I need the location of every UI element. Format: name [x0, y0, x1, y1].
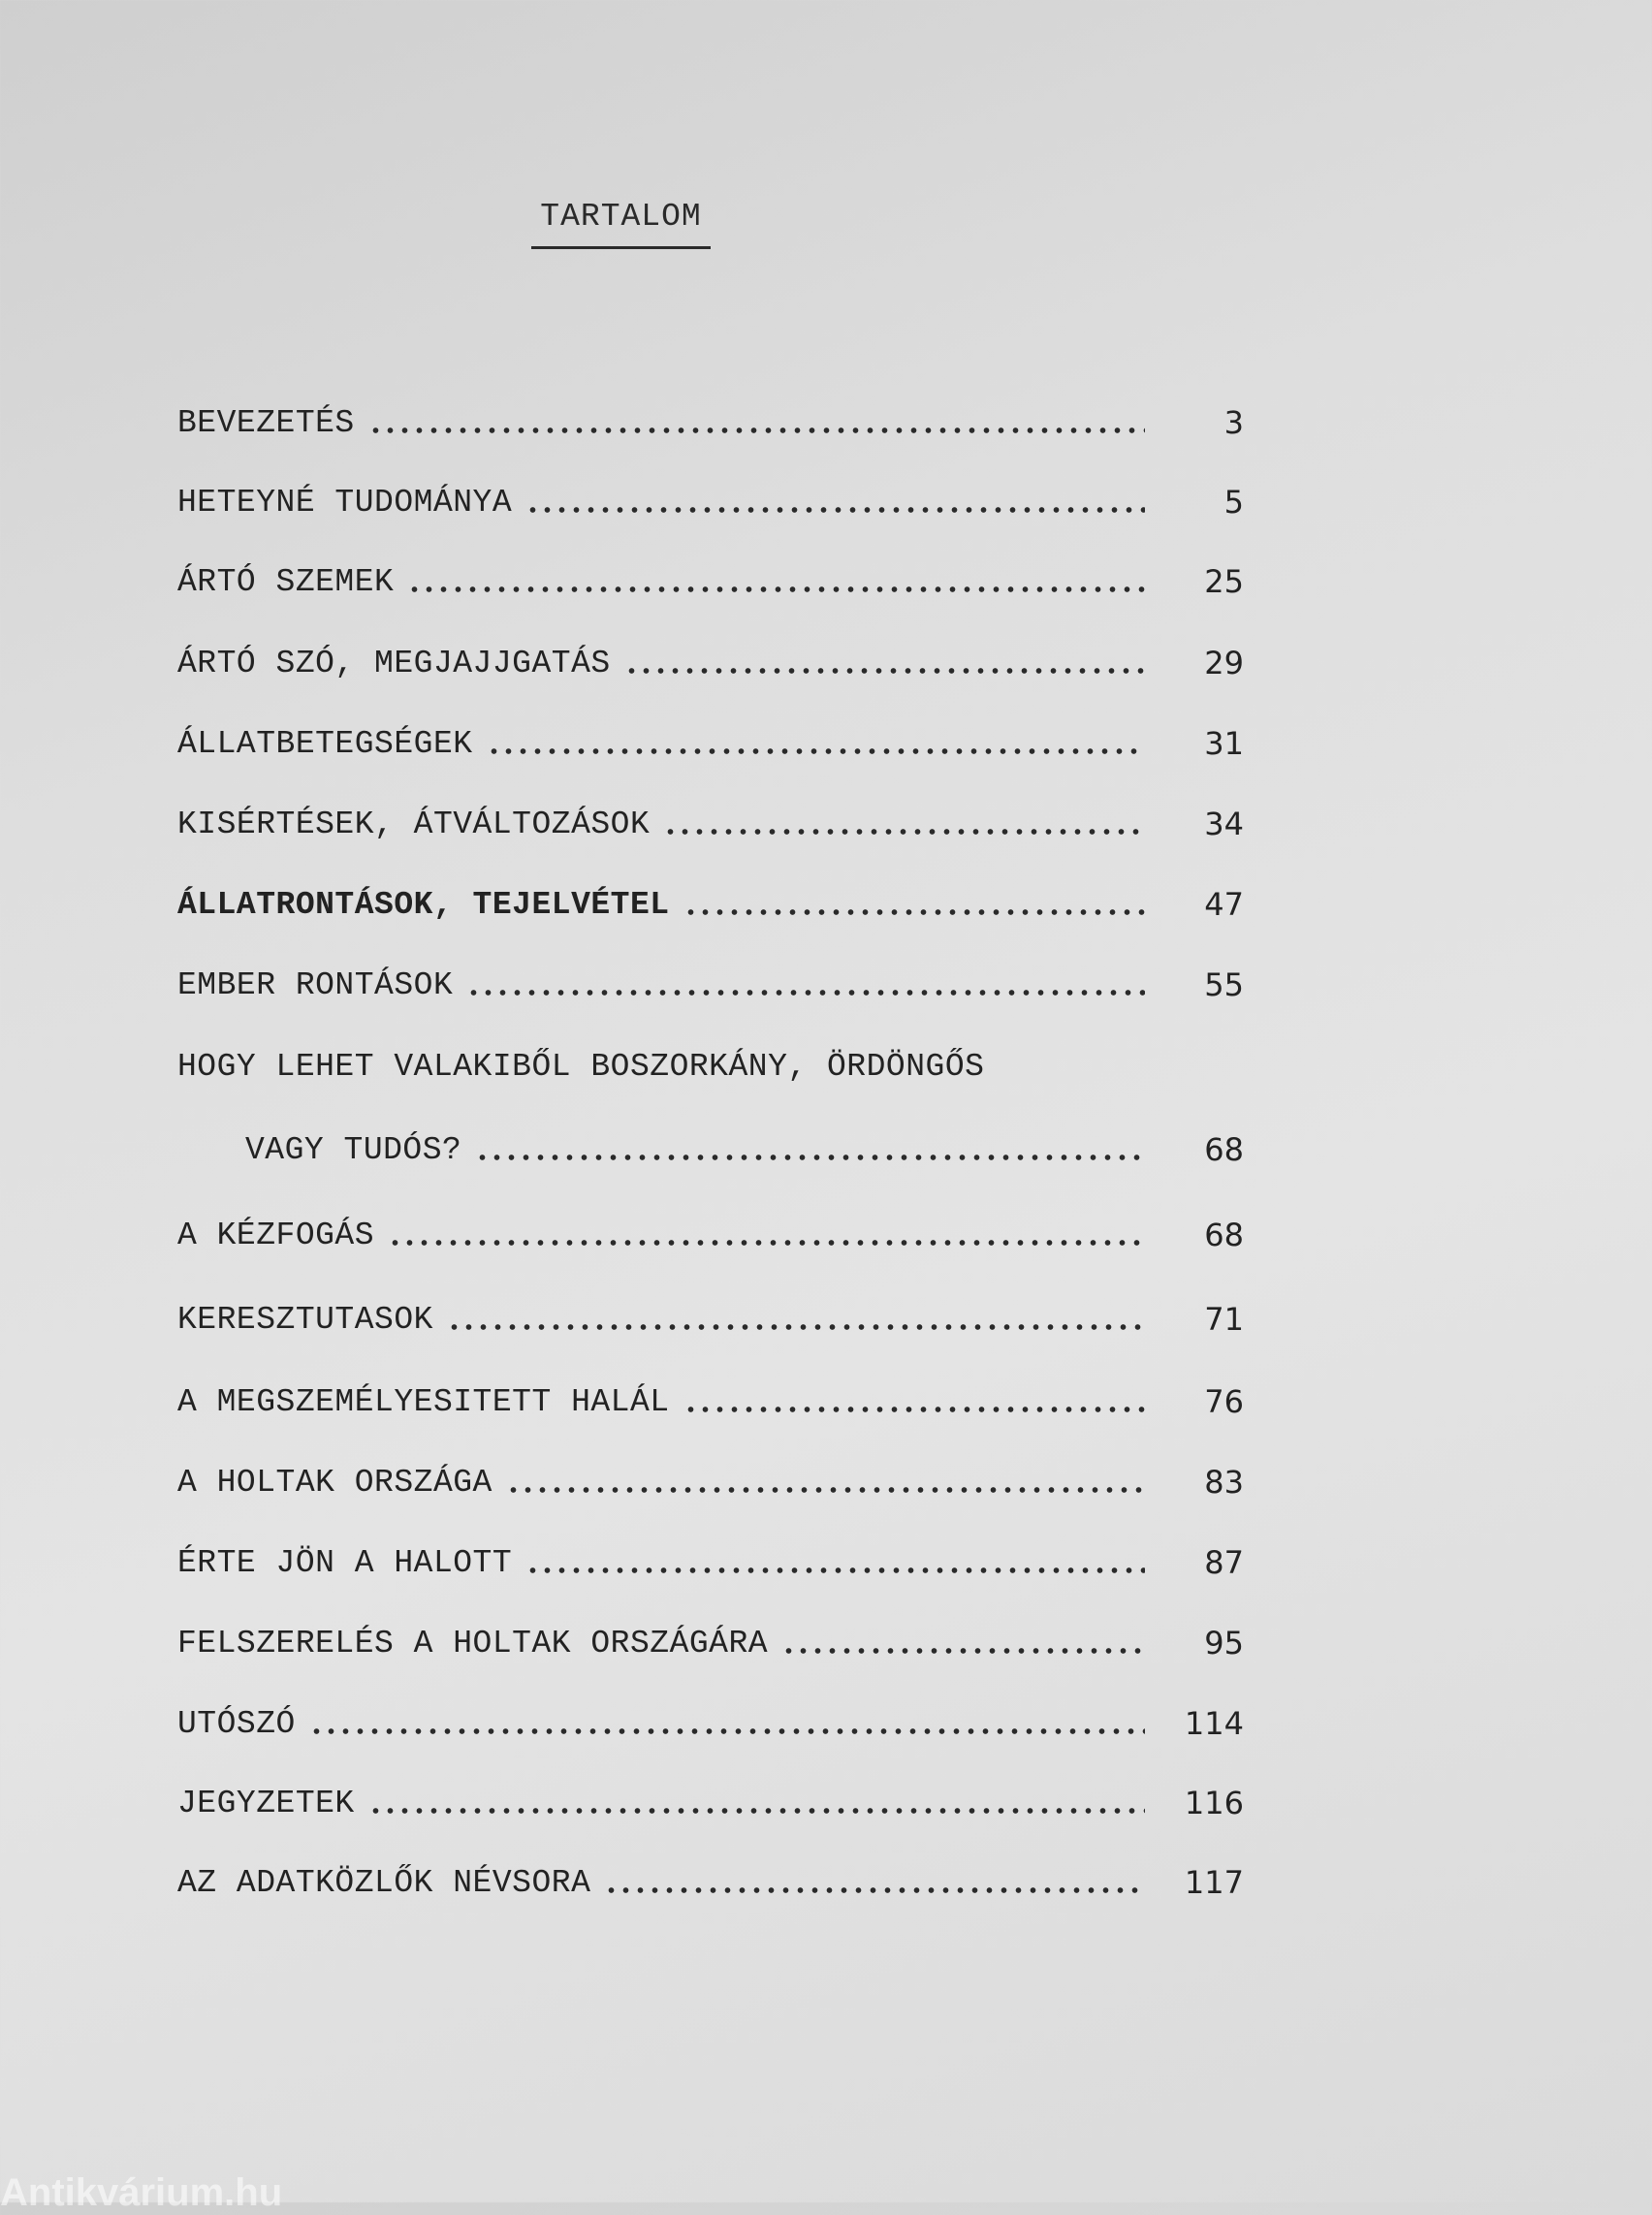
toc-entry-page: 25	[1204, 563, 1244, 600]
toc-entry-page: 3	[1223, 404, 1244, 441]
toc-entry-page: 55	[1204, 966, 1244, 1003]
toc-entry	[177, 472, 1244, 521]
toc-entry-label: ÁRTÓ SZEMEK	[177, 564, 395, 600]
dot-leader	[604, 1887, 1145, 1893]
toc-entry	[177, 1613, 1244, 1661]
dot-leader	[407, 586, 1145, 592]
toc-entry-label: JEGYZETEK	[177, 1786, 355, 1821]
toc-entry	[177, 874, 1244, 923]
toc-entry-page: 116	[1184, 1785, 1244, 1821]
toc-entry-label: A HOLTAK ORSZÁGA	[177, 1465, 492, 1501]
watermark: Antikvárium.hu	[0, 2171, 283, 2214]
toc-entry-label: VAGY TUDÓS?	[245, 1132, 462, 1168]
dot-leader	[487, 748, 1145, 754]
toc-entry	[177, 1372, 1244, 1420]
toc-entry	[177, 1289, 1244, 1338]
toc-entry-label: ÁRTÓ SZÓ, MEGJAJJGATÁS	[177, 646, 611, 681]
toc-entry-label: ÁLLATBETEGSÉGEK	[177, 726, 473, 762]
dot-leader	[525, 507, 1145, 513]
toc-entry	[245, 1120, 1244, 1168]
dot-leader	[368, 427, 1145, 433]
toc-entry-page: 68	[1204, 1131, 1244, 1168]
toc-entry-page: 5	[1223, 484, 1244, 521]
toc-entry	[177, 794, 1244, 842]
toc-entry-page: 31	[1204, 725, 1244, 762]
toc-entry	[177, 393, 1244, 441]
toc-entry-page: 87	[1204, 1544, 1244, 1581]
toc-entry-page: 47	[1204, 886, 1244, 923]
toc-entry-label: A MEGSZEMÉLYESITETT HALÁL	[177, 1384, 670, 1420]
toc-entry	[177, 955, 1244, 1003]
toc-entry	[177, 633, 1244, 681]
toc-entry-page: 117	[1184, 1864, 1244, 1901]
toc-entry	[177, 1852, 1244, 1901]
toc-entry	[177, 1773, 1244, 1821]
dot-leader	[309, 1728, 1145, 1734]
page-title: TARTALOM	[531, 199, 711, 249]
dot-leader	[683, 909, 1145, 915]
toc-entry-label: BEVEZETÉS	[177, 405, 355, 441]
toc-entry-label: ÉRTE JÖN A HALOTT	[177, 1545, 513, 1581]
toc-entry	[177, 1533, 1244, 1581]
toc-entry-label: KERESZTUTASOK	[177, 1302, 433, 1338]
dot-leader	[683, 1407, 1145, 1412]
dot-leader	[506, 1487, 1145, 1493]
toc-entry	[177, 552, 1244, 600]
title-block	[531, 199, 711, 249]
toc-entry-label: FELSZERELÉS A HOLTAK ORSZÁGÁRA	[177, 1626, 769, 1661]
dot-leader	[781, 1648, 1145, 1654]
toc-entry-label: HOGY LEHET VALAKIBŐL BOSZORKÁNY, ÖRDÖNGŐS	[177, 1049, 985, 1085]
toc-entry-page: 34	[1204, 806, 1244, 842]
toc-entry	[177, 713, 1244, 762]
toc-entry	[177, 1452, 1244, 1501]
dot-leader	[663, 829, 1145, 835]
toc-entry-page: 95	[1204, 1625, 1244, 1661]
toc-entry-page: 68	[1204, 1217, 1244, 1253]
toc-entry-label: A KÉZFOGÁS	[177, 1218, 375, 1253]
dot-leader	[388, 1240, 1145, 1246]
toc-entry-label: HETEYNÉ TUDOMÁNYA	[177, 485, 513, 521]
dot-leader	[475, 1155, 1145, 1160]
dot-leader	[466, 990, 1145, 996]
toc-entry-label: ÁLLATRONTÁSOK, TEJELVÉTEL	[177, 887, 670, 923]
toc-entry-label: AZ ADATKÖZLŐK NÉVSORA	[177, 1865, 591, 1901]
toc-entry	[177, 1205, 1244, 1253]
toc-entry-label: KISÉRTÉSEK, ÁTVÁLTOZÁSOK	[177, 807, 651, 842]
dot-leader	[447, 1324, 1145, 1330]
dot-leader	[624, 668, 1145, 674]
toc-entry-label: EMBER RONTÁSOK	[177, 967, 454, 1003]
toc-entry-page: 114	[1184, 1705, 1244, 1742]
toc-entry-page: 29	[1204, 645, 1244, 681]
dot-leader	[368, 1808, 1145, 1814]
toc-entry-page: 76	[1204, 1383, 1244, 1420]
toc-entry	[177, 1693, 1244, 1742]
toc-entry-page: 83	[1204, 1464, 1244, 1501]
toc-entry-label: UTÓSZÓ	[177, 1706, 296, 1742]
dot-leader	[525, 1567, 1145, 1573]
toc-entry-page: 71	[1204, 1301, 1244, 1338]
toc-entry-heading	[177, 1036, 1244, 1085]
